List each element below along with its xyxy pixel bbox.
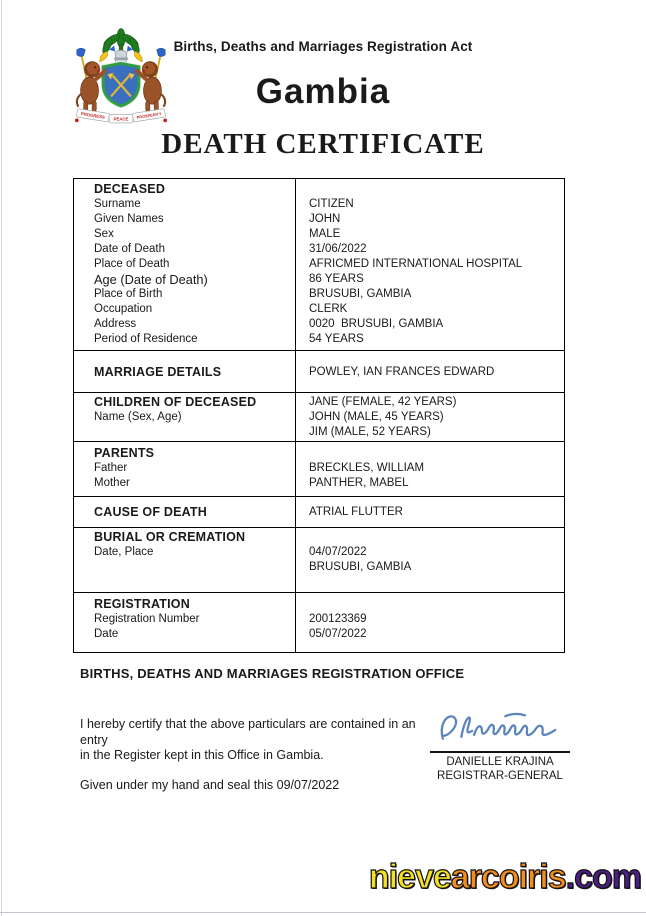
table-row xyxy=(74,242,564,257)
document-title: DEATH CERTIFICATE xyxy=(161,128,485,160)
motto-peace: PEACE xyxy=(113,116,129,122)
cell-value: JANE (FEMALE, 42 YEARS) xyxy=(309,396,457,408)
table-row xyxy=(74,410,564,425)
table-row xyxy=(74,212,564,227)
cell-value xyxy=(295,597,564,612)
table-row xyxy=(74,461,564,476)
cell-label xyxy=(74,425,295,440)
cell-value: POWLEY, IAN FRANCES EDWARD xyxy=(309,366,495,378)
section-title: DECEASED xyxy=(94,182,166,196)
section-parents xyxy=(74,441,564,496)
table-row xyxy=(74,365,564,380)
cell-value: CLERK xyxy=(309,303,348,315)
table-row xyxy=(74,332,564,347)
section-title: PARENTS xyxy=(94,446,155,460)
section-title: REGISTRATION xyxy=(94,597,190,611)
cell-label: Date, Place xyxy=(94,546,154,558)
cell-value: JIM (MALE, 52 YEARS) xyxy=(309,426,431,438)
cell-value: 05/07/2022 xyxy=(309,628,367,640)
table-row xyxy=(74,446,564,461)
cell-label: Name (Sex, Age) xyxy=(94,411,182,423)
cell-label: Period of Residence xyxy=(94,333,198,345)
cell-value: CITIZEN xyxy=(309,198,354,210)
motto-prosperity: PROSPERITY xyxy=(136,111,162,120)
table-row xyxy=(74,257,564,272)
cell-value: JOHN xyxy=(309,213,341,225)
cell-value: 04/07/2022 xyxy=(309,546,367,558)
cell-value: 0020 BRUSUBI, GAMBIA xyxy=(309,318,444,330)
cell-value: BRUSUBI, GAMBIA xyxy=(309,561,412,573)
cell-label: Age (Date of Death) xyxy=(94,272,208,287)
cell-value: 31/06/2022 xyxy=(309,243,367,255)
table-row xyxy=(74,395,564,410)
watermark-part-arcoiris: arcoiris xyxy=(450,858,566,896)
watermark-logo xyxy=(369,858,641,897)
table-row xyxy=(74,302,564,317)
cell-value xyxy=(295,446,564,461)
table-row xyxy=(74,505,564,520)
table-row xyxy=(74,597,564,612)
cell-value xyxy=(295,530,564,545)
watermark-part-nieve: nieve xyxy=(368,858,451,896)
cell-label: Sex xyxy=(94,228,114,240)
cell-value: MALE xyxy=(309,228,341,240)
table-row xyxy=(74,560,564,575)
cell-value: 86 YEARS xyxy=(309,273,364,285)
motto-progress: PROGRESS xyxy=(80,111,106,120)
signature-line xyxy=(430,751,570,753)
cell-label: Address xyxy=(94,318,137,330)
table-row xyxy=(74,197,564,212)
certificate-table xyxy=(73,178,565,653)
registrar-name: DANIELLE KRAJINA xyxy=(446,756,554,768)
section-title: MARRIAGE DETAILS xyxy=(94,365,222,379)
country-title: Gambia xyxy=(255,72,391,111)
cell-label: Father xyxy=(94,462,128,474)
cell-value: 54 YEARS xyxy=(309,333,364,345)
cell-value: BRUSUBI, GAMBIA xyxy=(309,288,412,300)
cell-label: Occupation xyxy=(94,303,153,315)
cell-value: PANTHER, MABEL xyxy=(309,477,409,489)
cell-label: Given Names xyxy=(94,213,164,225)
watermark-part-com: .com xyxy=(565,858,641,896)
table-row xyxy=(74,317,564,332)
certify-line-2: in the Register kept in this Office in Gambia. xyxy=(80,748,324,762)
page-bottom-line xyxy=(0,912,646,913)
table-row xyxy=(74,627,564,642)
seal-statement: Given under my hand and seal this 09/07/2022 xyxy=(80,778,340,792)
table-row xyxy=(74,545,564,560)
cell-value: JOHN (MALE, 45 YEARS) xyxy=(309,411,444,423)
table-row xyxy=(74,612,564,627)
section-deceased xyxy=(74,179,564,350)
section-registration xyxy=(74,592,564,652)
cell-label xyxy=(74,560,295,575)
table-row xyxy=(74,227,564,242)
signature-block xyxy=(430,706,570,783)
table-row xyxy=(74,272,564,287)
cell-value xyxy=(295,182,564,197)
cell-label: Mother xyxy=(94,477,130,489)
table-row xyxy=(74,476,564,491)
table-row xyxy=(74,287,564,302)
cell-value: BRECKLES, WILLIAM xyxy=(309,462,425,474)
cell-label: Date of Death xyxy=(94,243,165,255)
office-heading: BIRTHS, DEATHS AND MARRIAGES REGISTRATION OFFICE xyxy=(80,666,465,681)
section-marriage-details xyxy=(74,350,564,392)
table-row xyxy=(74,182,564,197)
section-title: CAUSE OF DEATH xyxy=(94,505,207,519)
section-title: BURIAL OR CREMATION xyxy=(94,530,246,544)
section-burial-or-cremation xyxy=(74,527,564,592)
handwritten-signature-icon xyxy=(434,706,566,750)
section-title: CHILDREN OF DECEASED xyxy=(94,395,257,409)
registrar-title: REGISTRAR-GENERAL xyxy=(437,769,563,782)
section-cause-of-death xyxy=(74,496,564,527)
cell-label: Place of Death xyxy=(94,258,170,270)
act-title: Births, Deaths and Marriages Registration Act xyxy=(173,39,473,54)
cell-label: Surname xyxy=(94,198,141,210)
cell-value: 200123369 xyxy=(309,613,367,625)
table-row xyxy=(74,425,564,440)
section-children-of-deceased xyxy=(74,392,564,441)
cell-label: Date xyxy=(94,628,119,640)
certify-line-1: I hereby certify that the above particulars are contained in an entry xyxy=(80,717,416,747)
cell-value: ATRIAL FLUTTER xyxy=(309,506,403,518)
cell-label: Place of Birth xyxy=(94,288,163,300)
cell-value: AFRICMED INTERNATIONAL HOSPITAL xyxy=(309,258,523,270)
cell-label: Registration Number xyxy=(94,613,200,625)
certify-statement xyxy=(80,717,432,764)
table-row xyxy=(74,530,564,545)
